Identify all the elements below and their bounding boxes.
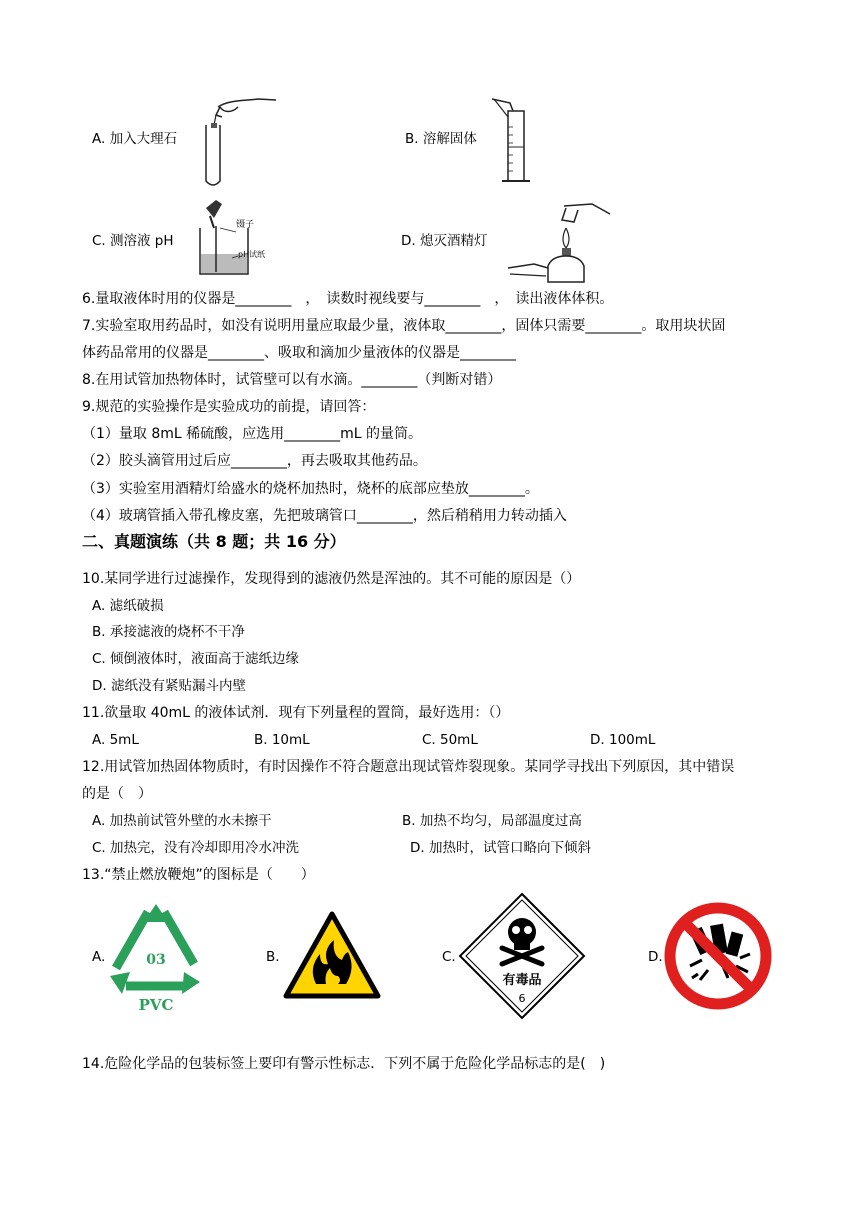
question-9-stem: 9.规范的实验操作是实验成功的前提，请回答：	[82, 399, 376, 415]
toxic-class: 6	[518, 992, 526, 1005]
question-7-line2: 体药品常用的仪器是________、吸取和滴加少量液体的仪器是________	[82, 345, 516, 361]
q5-option-d: D. 熄灭酒精灯	[401, 233, 488, 249]
q13-option-b-label: B.	[266, 949, 280, 965]
q13-option-d-label: D.	[648, 949, 663, 965]
question-12-line2: 的是（ ）	[82, 786, 152, 802]
flammable-warning-icon	[282, 910, 382, 1000]
question-9-part-1: （1）量取 8mL 稀硫酸，应选用________mL 的量筒。	[82, 426, 423, 442]
recycle-code: 03	[146, 952, 166, 968]
q12-option-c: C. 加热完，没有冷却即用冷水冲洗	[92, 840, 300, 856]
test-tube-marble-figure	[198, 95, 278, 190]
question-7-line1: 7.实验室取用药品时，如没有说明用量应取最少量，液体取________，固体只需要________。取用块状固	[82, 318, 726, 334]
question-13-stem: 13.“禁止燃放鞭炮”的图标是（ ）	[82, 867, 315, 883]
question-6: 6.量取液体时用的仪器是________ ， 读数时视线要与________ ， 读出液体体积。	[82, 291, 614, 307]
question-14: 14.危险化学品的包装标签上要印有警示性标志．下列不属于危险化学品标志的是( )	[82, 1056, 606, 1072]
q5-option-c: C. 测溶液 pH	[92, 233, 174, 249]
q10-option-d: D. 滤纸没有紧贴漏斗内壁	[92, 678, 246, 694]
q11-option-a: A. 5mL	[92, 732, 139, 748]
recycle-label: PVC	[138, 996, 174, 1014]
question-11-stem: 11.欲量取 40mL 的液体试剂．现有下列量程的置筒，最好选用：（）	[82, 705, 510, 721]
q11-option-c: C. 50mL	[422, 732, 478, 748]
q10-option-b: B. 承接滤液的烧杯不干净	[92, 624, 245, 640]
q5-option-a: A. 加入大理石	[92, 131, 178, 147]
question-9-part-3: （3）实验室用酒精灯给盛水的烧杯加热时，烧杯的底部应垫放________。	[82, 481, 539, 497]
q13-option-c-label: C.	[442, 949, 456, 965]
q5-option-b: B. 溶解固体	[405, 131, 477, 147]
question-9-part-2: （2）胶头滴管用过后应________，再去吸取其他药品。	[82, 453, 427, 469]
alcohol-lamp-figure	[504, 198, 614, 284]
q10-option-c: C. 倾倒液体时，液面高于滤纸边缘	[92, 651, 300, 667]
question-10-stem: 10.某同学进行过滤操作，发现得到的滤液仍然是浑浊的。其不可能的原因是（）	[82, 571, 581, 587]
q11-option-b: B. 10mL	[254, 732, 310, 748]
ph-test-figure	[192, 198, 272, 280]
graduated-cylinder-figure	[488, 97, 538, 189]
ph-paper-label: pH试纸	[238, 250, 266, 259]
tweezers-label: 镊子	[236, 220, 255, 230]
q11-option-d: D. 100mL	[590, 732, 656, 748]
question-8: 8.在用试管加热物体时，试管壁可以有水滴。________（判断对错）	[82, 372, 502, 388]
recycle-pvc-icon	[108, 902, 204, 1014]
toxic-substance-icon	[458, 892, 586, 1020]
section-heading: 二、真题演练（共 8 题；共 16 分）	[82, 532, 346, 551]
question-12-line1: 12.用试管加热固体物质时，有时因操作不符合题意出现试管炸裂现象。某同学寻找出下列原因，其中错误	[82, 759, 735, 775]
q12-option-d: D. 加热时，试管口略向下倾斜	[410, 840, 591, 856]
q13-option-a-label: A.	[92, 949, 106, 965]
no-firecrackers-icon	[662, 900, 774, 1012]
q12-option-b: B. 加热不均匀，局部温度过高	[402, 813, 582, 829]
question-9-part-4: （4）玻璃管插入带孔橡皮塞，先把玻璃管口________，然后稍稍用力转动插入	[82, 508, 567, 524]
q10-option-a: A. 滤纸破损	[92, 598, 164, 614]
toxic-label: 有毒品	[502, 973, 542, 988]
q12-option-a: A. 加热前试管外壁的水未擦干	[92, 813, 272, 829]
